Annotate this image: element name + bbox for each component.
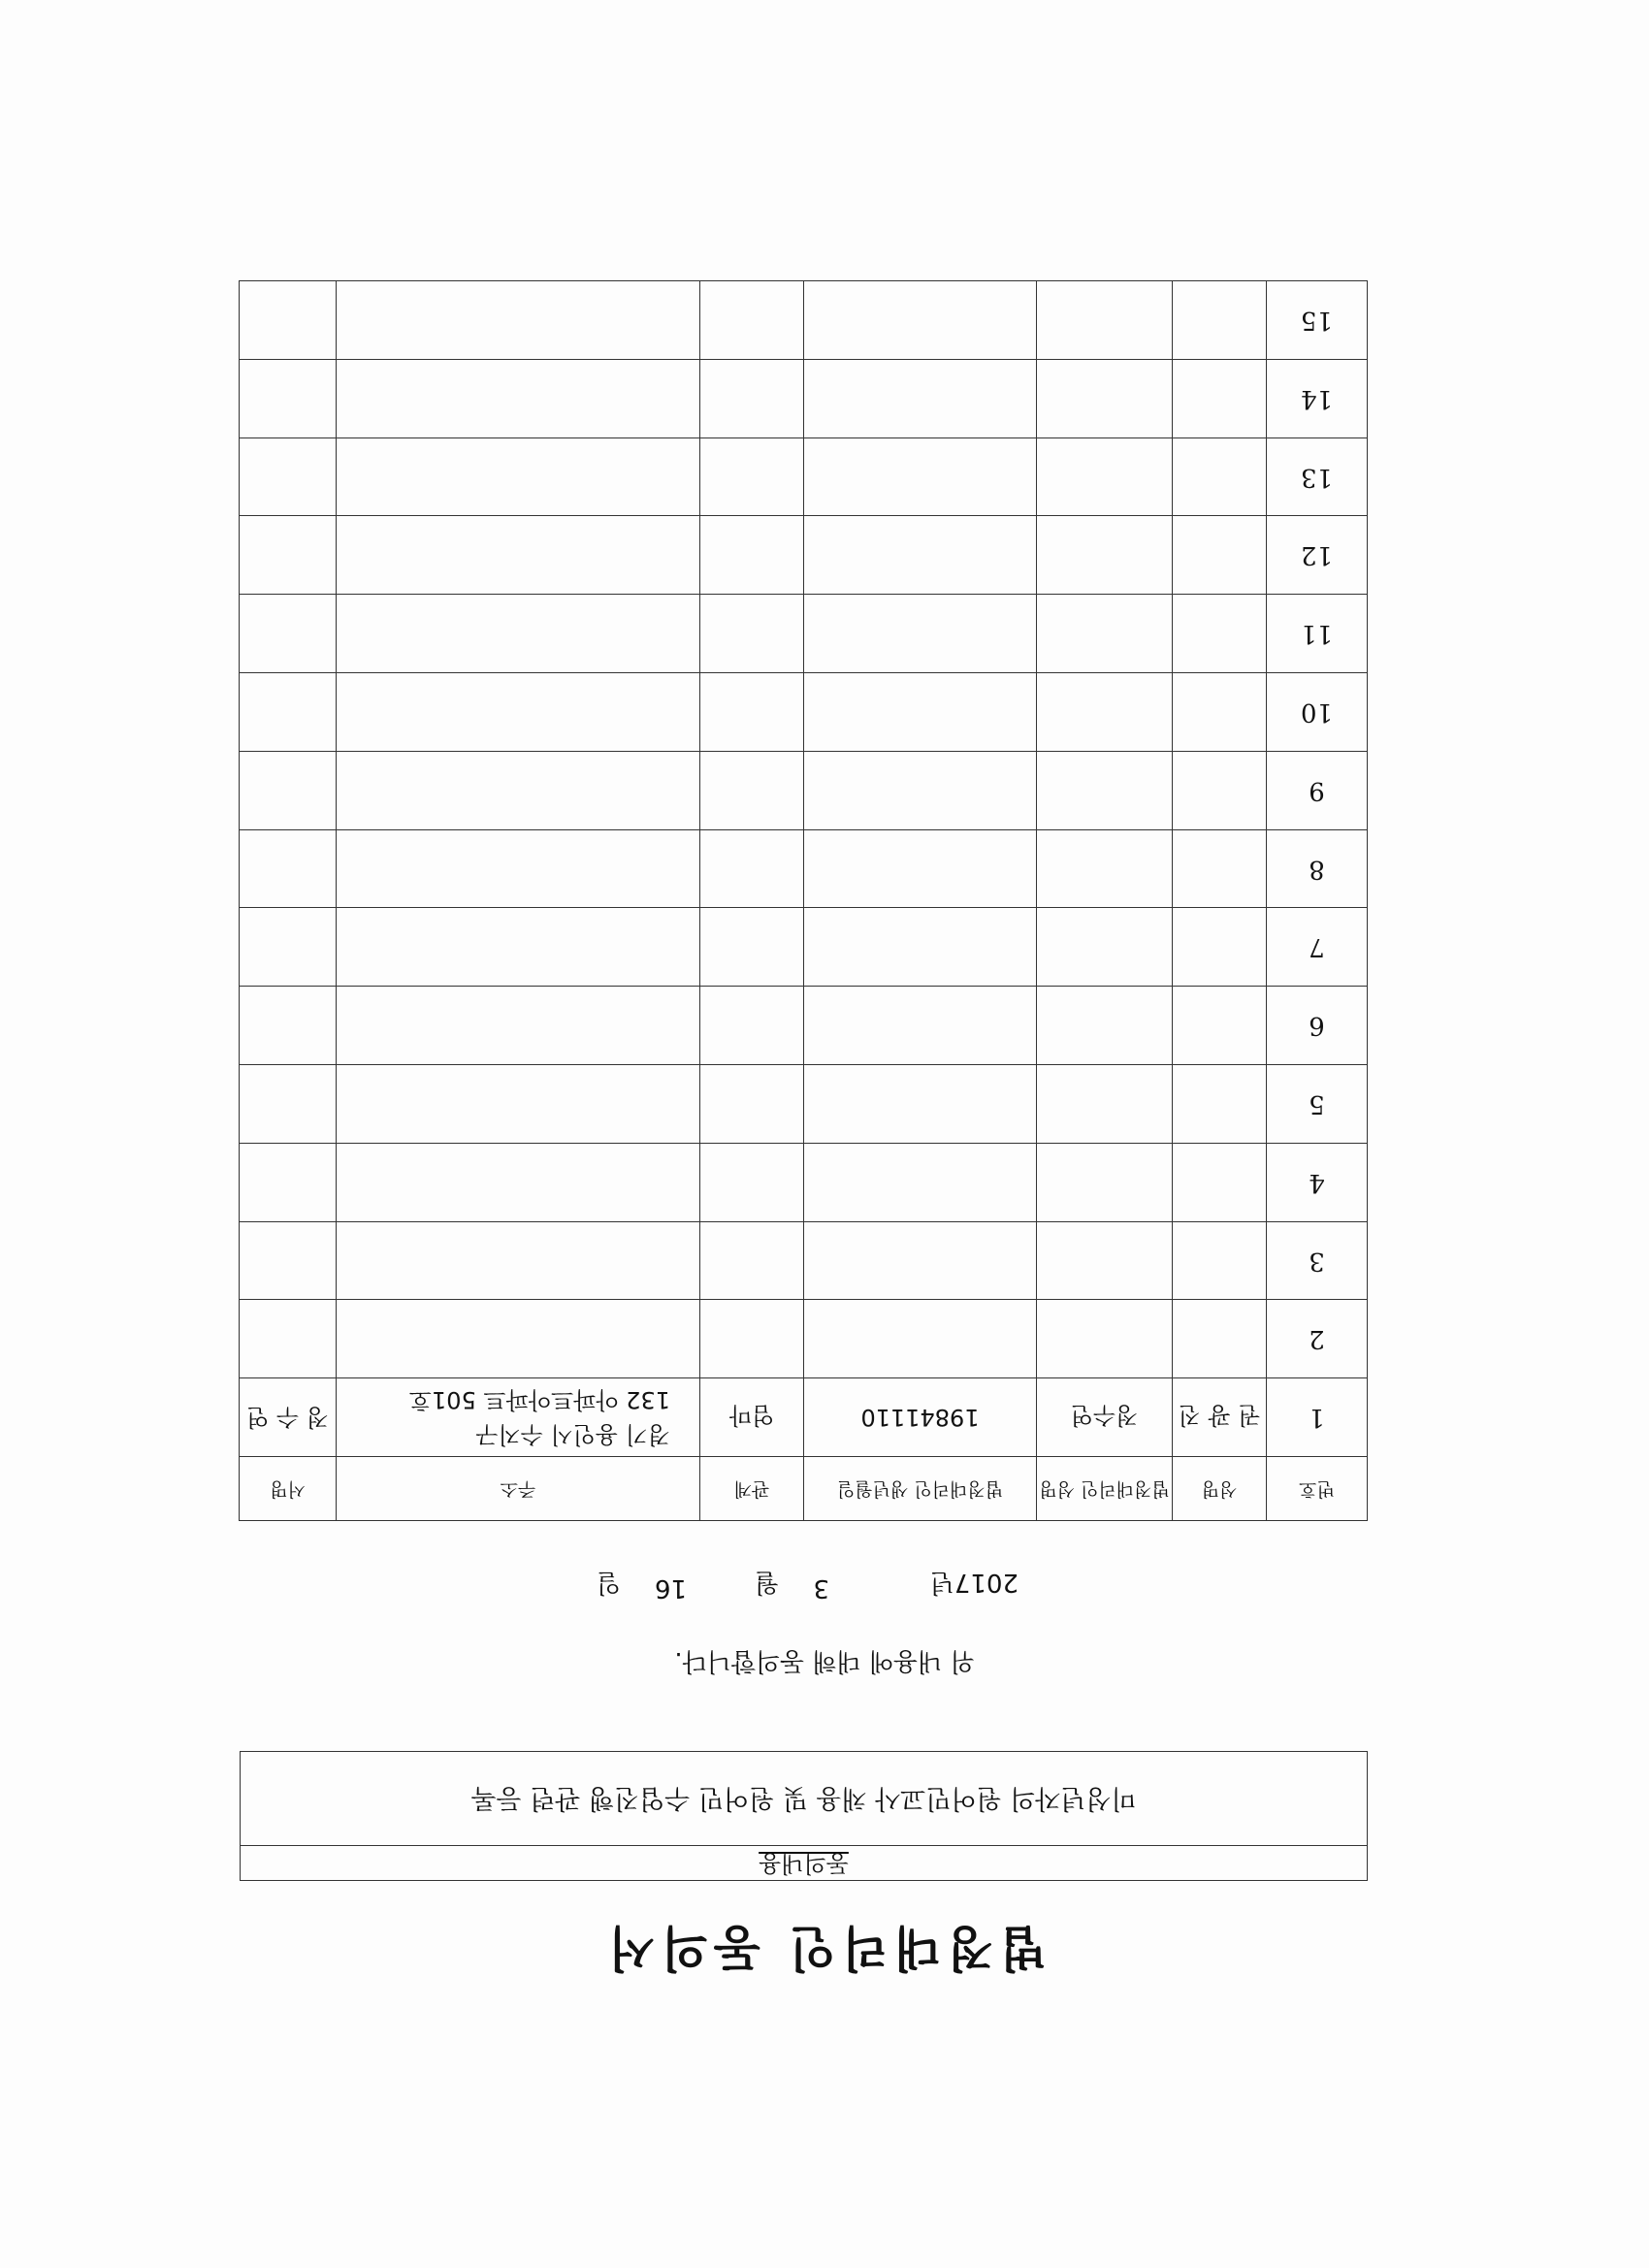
empty-cell	[1173, 1143, 1267, 1221]
empty-cell	[1173, 281, 1267, 360]
empty-cell	[1173, 1065, 1267, 1144]
table-row	[240, 1065, 1368, 1144]
agreement-statement: 위 내용에 대해 동의합니다.	[674, 1646, 975, 1675]
table-row	[240, 751, 1368, 829]
empty-cell	[804, 516, 1037, 595]
empty-cell	[1037, 359, 1173, 437]
empty-cell	[804, 1300, 1037, 1378]
table-header-row	[240, 1457, 1368, 1521]
empty-cell	[240, 1221, 337, 1300]
empty-cell	[804, 829, 1037, 908]
empty-cell	[804, 281, 1037, 360]
address-line-1: 경기 용인시 수지구	[475, 1421, 670, 1449]
empty-cell	[337, 437, 700, 516]
table-row	[240, 281, 1368, 360]
empty-cell	[337, 1143, 700, 1221]
empty-cell	[337, 908, 700, 987]
empty-cell	[240, 673, 337, 752]
empty-cell	[1037, 1221, 1173, 1300]
row-number: 7	[1267, 908, 1368, 987]
empty-cell	[337, 1221, 700, 1300]
address-line-2: 132 아파트아파트 501호	[408, 1386, 670, 1414]
guardian-birthdate: 19841110	[804, 1378, 1037, 1457]
empty-cell	[240, 1300, 337, 1378]
empty-cell	[804, 1143, 1037, 1221]
empty-cell	[240, 437, 337, 516]
empty-cell	[1037, 281, 1173, 360]
row-number: 6	[1267, 987, 1368, 1065]
empty-cell	[337, 987, 700, 1065]
consent-box	[240, 1751, 1368, 1881]
table-row	[240, 359, 1368, 437]
empty-cell	[804, 1221, 1037, 1300]
empty-cell	[240, 908, 337, 987]
empty-cell	[1173, 437, 1267, 516]
empty-cell	[804, 1065, 1037, 1144]
empty-cell	[1037, 1143, 1173, 1221]
date-day: 16	[654, 1573, 687, 1603]
empty-cell	[700, 751, 804, 829]
guardian-table	[239, 280, 1368, 1521]
guardian-signature: 정 수 연	[240, 1378, 337, 1457]
empty-cell	[240, 595, 337, 673]
empty-cell	[1173, 751, 1267, 829]
empty-cell	[1037, 751, 1173, 829]
guardian-name: 정수연	[1037, 1378, 1173, 1457]
empty-cell	[700, 1300, 804, 1378]
empty-cell	[337, 281, 700, 360]
empty-cell	[1037, 1065, 1173, 1144]
empty-cell	[804, 359, 1037, 437]
guardian-relation: 엄마	[700, 1378, 804, 1457]
empty-cell	[240, 1065, 337, 1144]
header-guardian-name: 법정대리인 성명	[1037, 1457, 1173, 1521]
header-address: 주소	[337, 1457, 700, 1521]
table-row	[240, 1143, 1368, 1221]
empty-cell	[700, 1143, 804, 1221]
date-month-unit: 월	[754, 1568, 779, 1597]
empty-cell	[700, 987, 804, 1065]
empty-cell	[337, 1065, 700, 1144]
empty-cell	[1037, 673, 1173, 752]
table-row	[240, 516, 1368, 595]
empty-cell	[1173, 595, 1267, 673]
row-number: 14	[1267, 359, 1368, 437]
empty-cell	[700, 1221, 804, 1300]
header-guardian-birth: 법정대리인 생년월일	[804, 1457, 1037, 1521]
table-row	[240, 595, 1368, 673]
row-number: 9	[1267, 751, 1368, 829]
empty-cell	[240, 1143, 337, 1221]
row-number: 2	[1267, 1300, 1368, 1378]
consent-header-label: 동의내용	[759, 1850, 849, 1877]
empty-cell	[1037, 908, 1173, 987]
date-day-unit: 일	[596, 1568, 621, 1597]
table-row	[240, 1378, 1368, 1457]
header-name: 성명	[1173, 1457, 1267, 1521]
header-no: 번호	[1267, 1457, 1368, 1521]
empty-cell	[1037, 595, 1173, 673]
empty-cell	[1173, 829, 1267, 908]
empty-cell	[700, 1065, 804, 1144]
table-row	[240, 829, 1368, 908]
empty-cell	[700, 908, 804, 987]
guardian-address	[337, 1378, 700, 1457]
row-number: 10	[1267, 673, 1368, 752]
table-row	[240, 1221, 1368, 1300]
empty-cell	[337, 1300, 700, 1378]
table-row	[240, 908, 1368, 987]
table-row	[240, 987, 1368, 1065]
empty-cell	[700, 437, 804, 516]
empty-cell	[240, 359, 337, 437]
empty-cell	[1037, 987, 1173, 1065]
empty-cell	[1173, 987, 1267, 1065]
empty-cell	[700, 281, 804, 360]
empty-cell	[1173, 673, 1267, 752]
empty-cell	[804, 437, 1037, 516]
empty-cell	[337, 829, 700, 908]
row-number: 13	[1267, 437, 1368, 516]
date-year: 2017년	[929, 1568, 1018, 1597]
row-number: 5	[1267, 1065, 1368, 1144]
empty-cell	[700, 516, 804, 595]
empty-cell	[1037, 829, 1173, 908]
consent-content: 미성년자의 원어민교사 채용 및 원어민 수업진행 관련 등록	[470, 1783, 1137, 1813]
table-row	[240, 1300, 1368, 1378]
empty-cell	[1173, 1300, 1267, 1378]
empty-cell	[337, 359, 700, 437]
table-row	[240, 437, 1368, 516]
empty-cell	[700, 673, 804, 752]
empty-cell	[700, 829, 804, 908]
empty-cell	[240, 516, 337, 595]
row-number: 12	[1267, 516, 1368, 595]
empty-cell	[337, 516, 700, 595]
row-number: 3	[1267, 1221, 1368, 1300]
empty-cell	[1037, 437, 1173, 516]
student-name: 권 광 진	[1173, 1378, 1267, 1457]
empty-cell	[240, 281, 337, 360]
empty-cell	[337, 595, 700, 673]
empty-cell	[1173, 908, 1267, 987]
empty-cell	[337, 673, 700, 752]
empty-cell	[1173, 516, 1267, 595]
empty-cell	[240, 751, 337, 829]
date-month: 3	[813, 1573, 829, 1603]
empty-cell	[700, 359, 804, 437]
row-number: 4	[1267, 1143, 1368, 1221]
consent-header	[241, 1845, 1367, 1880]
row-number: 8	[1267, 829, 1368, 908]
empty-cell	[804, 908, 1037, 987]
empty-cell	[1037, 516, 1173, 595]
empty-cell	[1037, 1300, 1173, 1378]
empty-cell	[700, 595, 804, 673]
header-relation: 관계	[700, 1457, 804, 1521]
empty-cell	[804, 673, 1037, 752]
row-number: 1	[1267, 1378, 1368, 1457]
header-signature: 서명	[240, 1457, 337, 1521]
empty-cell	[804, 751, 1037, 829]
document-title: 법정대리인 동의서	[602, 1920, 1047, 1977]
row-number: 11	[1267, 595, 1368, 673]
empty-cell	[337, 751, 700, 829]
empty-cell	[804, 987, 1037, 1065]
table-row	[240, 673, 1368, 752]
empty-cell	[804, 595, 1037, 673]
empty-cell	[1173, 1221, 1267, 1300]
empty-cell	[1173, 359, 1267, 437]
row-number: 15	[1267, 281, 1368, 360]
empty-cell	[240, 987, 337, 1065]
empty-cell	[240, 829, 337, 908]
